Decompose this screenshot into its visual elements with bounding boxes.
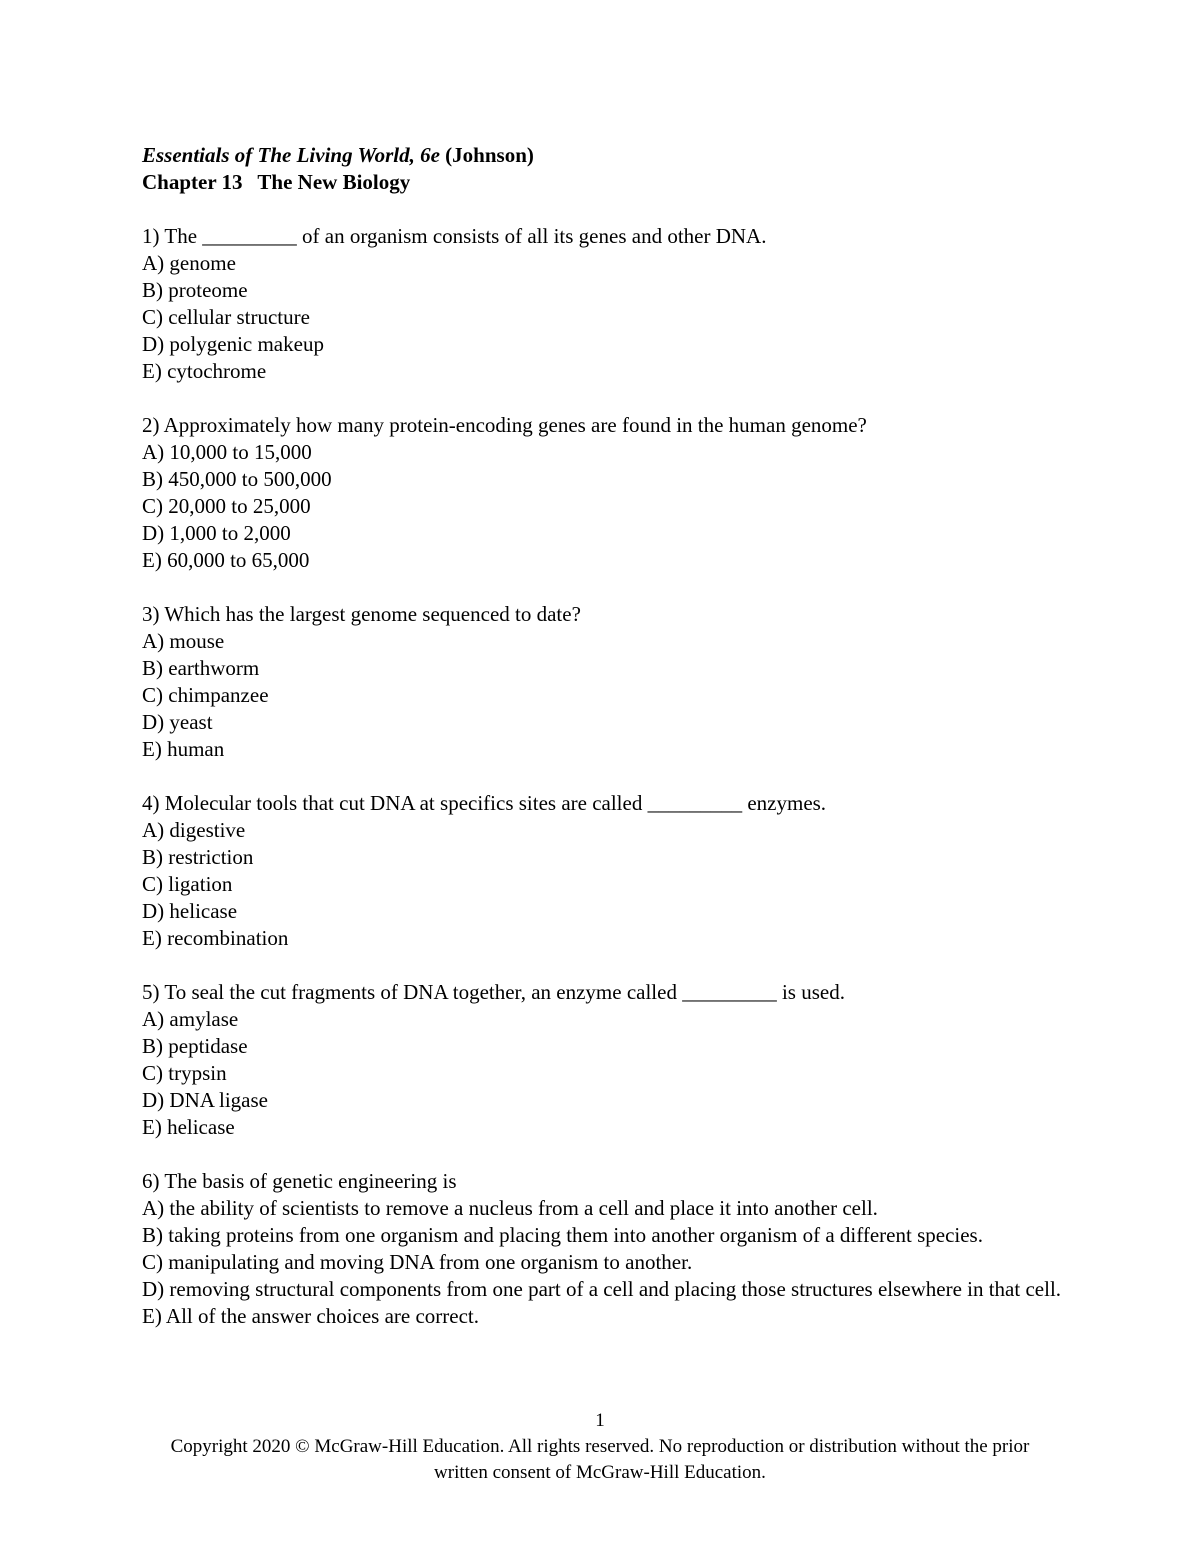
answer-choice: A) mouse [142, 629, 225, 653]
answer-choice: B) restriction [142, 845, 254, 869]
question-stem: 4) Molecular tools that cut DNA at specifics sites are called _________ enzymes. [142, 791, 827, 815]
answer-choice: B) peptidase [142, 1034, 248, 1058]
answer-choice: A) amylase [142, 1007, 239, 1031]
answer-choice: D) removing structural components from one part of a cell and placing those structures elsewhere in that cell. [142, 1277, 1062, 1301]
answer-choice: E) cytochrome [142, 359, 267, 383]
answer-choice: A) genome [142, 251, 236, 275]
answer-choice: A) 10,000 to 15,000 [142, 440, 312, 464]
answer-choice: E) All of the answer choices are correct. [142, 1304, 480, 1328]
answer-choice: C) manipulating and moving DNA from one organism to another. [142, 1250, 693, 1274]
answer-choice: A) the ability of scientists to remove a nucleus from a cell and place it into another cell. [142, 1196, 878, 1220]
question-2 [142, 412, 1062, 574]
chapter-heading [142, 169, 1062, 196]
book-author: (Johnson) [445, 143, 534, 167]
copyright-notice: Copyright 2020 © McGraw-Hill Education. All rights reserved. No reproduction or distribution without the prior written consent of McGraw-Hill Education. [170, 1436, 1030, 1483]
answer-choice: D) DNA ligase [142, 1088, 268, 1112]
question-stem: 6) The basis of genetic engineering is [142, 1169, 457, 1193]
answer-choice: C) trypsin [142, 1061, 227, 1085]
answer-choice: D) helicase [142, 899, 238, 923]
answer-choice: D) 1,000 to 2,000 [142, 521, 291, 545]
answer-choice: D) polygenic makeup [142, 332, 324, 356]
question-stem: 1) The _________ of an organism consists of all its genes and other DNA. [142, 224, 767, 248]
question-stem: 5) To seal the cut fragments of DNA together, an enzyme called _________ is used. [142, 980, 845, 1004]
question-6 [142, 1168, 1062, 1330]
answer-choice: D) yeast [142, 710, 213, 734]
question-5 [142, 979, 1062, 1141]
answer-choice: E) 60,000 to 65,000 [142, 548, 310, 572]
page-footer [0, 1408, 1200, 1486]
question-stem: 3) Which has the largest genome sequenced to date? [142, 602, 581, 626]
answer-choice: E) recombination [142, 926, 289, 950]
chapter-label: Chapter 13 [142, 170, 243, 194]
answer-choice: E) human [142, 737, 225, 761]
answer-choice: B) earthworm [142, 656, 260, 680]
answer-choice: C) ligation [142, 872, 233, 896]
answer-choice: B) taking proteins from one organism and placing them into another organism of a different species. [142, 1223, 983, 1247]
question-3 [142, 601, 1062, 763]
book-title: Essentials of The Living World, 6e [142, 143, 440, 167]
answer-choice: B) proteome [142, 278, 248, 302]
answer-choice: B) 450,000 to 500,000 [142, 467, 332, 491]
page-number: 1 [595, 1410, 605, 1431]
chapter-title: The New Biology [257, 170, 411, 194]
answer-choice: C) 20,000 to 25,000 [142, 494, 311, 518]
question-stem: 2) Approximately how many protein-encoding genes are found in the human genome? [142, 413, 867, 437]
answer-choice: A) digestive [142, 818, 246, 842]
question-1 [142, 223, 1062, 385]
answer-choice: C) chimpanzee [142, 683, 269, 707]
answer-choice: C) cellular structure [142, 305, 310, 329]
answer-choice: E) helicase [142, 1115, 235, 1139]
book-title-line [142, 142, 1062, 169]
page-content [142, 142, 1062, 1330]
question-4 [142, 790, 1062, 952]
